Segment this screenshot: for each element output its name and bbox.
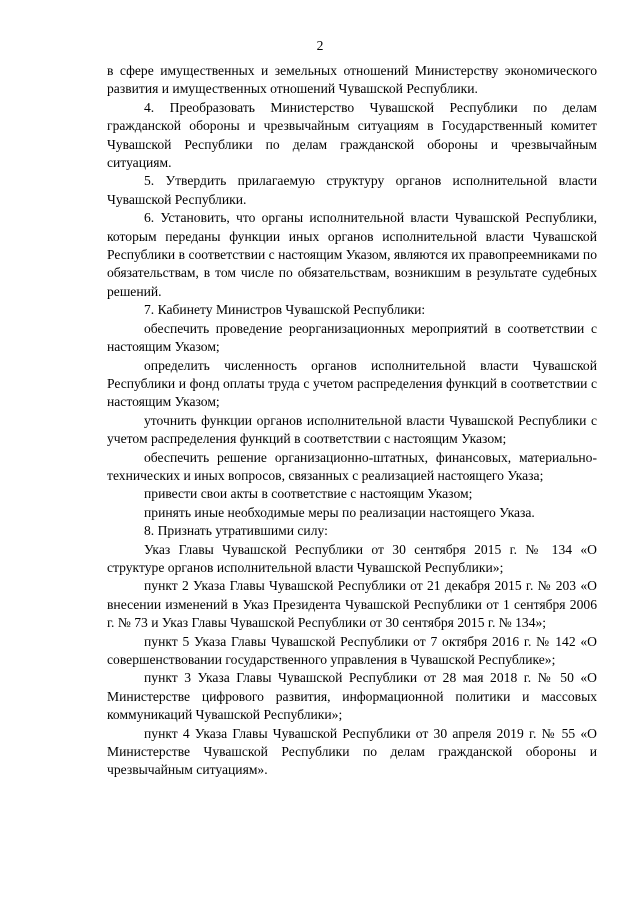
page-number: 2 bbox=[316, 38, 324, 53]
paragraph-item-7: 7. Кабинету Министров Чувашской Республики: bbox=[144, 302, 426, 318]
paragraph-item-6: 6. Установить, что органы исполнительной власти Чувашской Республики, которым переданы функции иных органов исполнительной власти Чувашской Республики в соответствии с настоящим Указом, являются их правопреемниками по обязательствам, в том числе по обязательствам, возникшим в результате судебных решений. bbox=[107, 210, 597, 299]
paragraph-item-7-subitem: принять иные необходимые меры по реализации настоящего Указа. bbox=[144, 504, 535, 520]
paragraph-continuation: в сфере имущественных и земельных отношений Министерству экономического развития и имущественных отношений Чувашской Республики. bbox=[107, 63, 597, 97]
paragraph-item-8-subitem: Указ Главы Чувашской Республики от 30 сентября 2015 г. № 134 «О структуре органов исполнительной власти Чувашской Республики»; bbox=[107, 541, 597, 575]
paragraph-item-7-subitem: уточнить функции органов исполнительной власти Чувашской Республики с учетом распределения функций в соответствии с настоящим Указом; bbox=[107, 412, 597, 447]
paragraph-item-7-subitem: определить численность органов исполнительной власти Чувашской Республики и фонд оплаты труда с учетом распределения функций в соответствии с настоящим Указом; bbox=[107, 357, 597, 410]
paragraph-item-5: 5. Утвердить прилагаемую структуру органов исполнительной власти Чувашской Республики. bbox=[107, 173, 597, 207]
paragraph-item-8: 8. Признать утратившими силу: bbox=[144, 523, 328, 539]
paragraph-item-7-subitem: обеспечить решение организационно-штатных, финансовых, материально-технических и иных вопросов, связанных с реализацией настоящего Указа; bbox=[107, 449, 597, 483]
paragraph-item-7-subitem: привести свои акты в соответствие с настоящим Указом; bbox=[144, 486, 473, 502]
paragraph-item-4: 4. Преобразовать Министерство Чувашской Республики по делам гражданской обороны и чрезвычайным ситуациям в Государственный комитет Чувашской Республики по делам гражданской обороны и чрезвычайным ситуациям. bbox=[107, 99, 597, 171]
paragraph-item-7-subitem: обеспечить проведение реорганизационных мероприятий в соответствии с настоящим Указом; bbox=[107, 320, 597, 355]
paragraph-item-8-subitem: пункт 5 Указа Главы Чувашской Республики от 7 октября 2016 г. № 142 «О совершенствовании государственного управления в Чувашской Республике»; bbox=[107, 633, 597, 667]
paragraph-item-8-subitem: пункт 4 Указа Главы Чувашской Республики от 30 апреля 2019 г. № 55 «О Министерстве Чувашской Республики по делам гражданской обороны и чрезвычайным ситуациям». bbox=[107, 725, 597, 778]
paragraph-item-8-subitem: пункт 3 Указа Главы Чувашской Республики от 28 мая 2018 г. № 50 «О Министерстве цифрового развития, информационной политики и массовых коммуникаций Чувашской Республики»; bbox=[107, 670, 597, 723]
document-body bbox=[107, 62, 597, 780]
paragraph-item-8-subitem: пункт 2 Указа Главы Чувашской Республики от 21 декабря 2015 г. № 203 «О внесении изменений в Указ Президента Чувашской Республики от 1 сентября 2006 г. № 73 и Указ Главы Чувашской Республики от 30 сентября 2015 г. № 134»; bbox=[107, 578, 597, 631]
